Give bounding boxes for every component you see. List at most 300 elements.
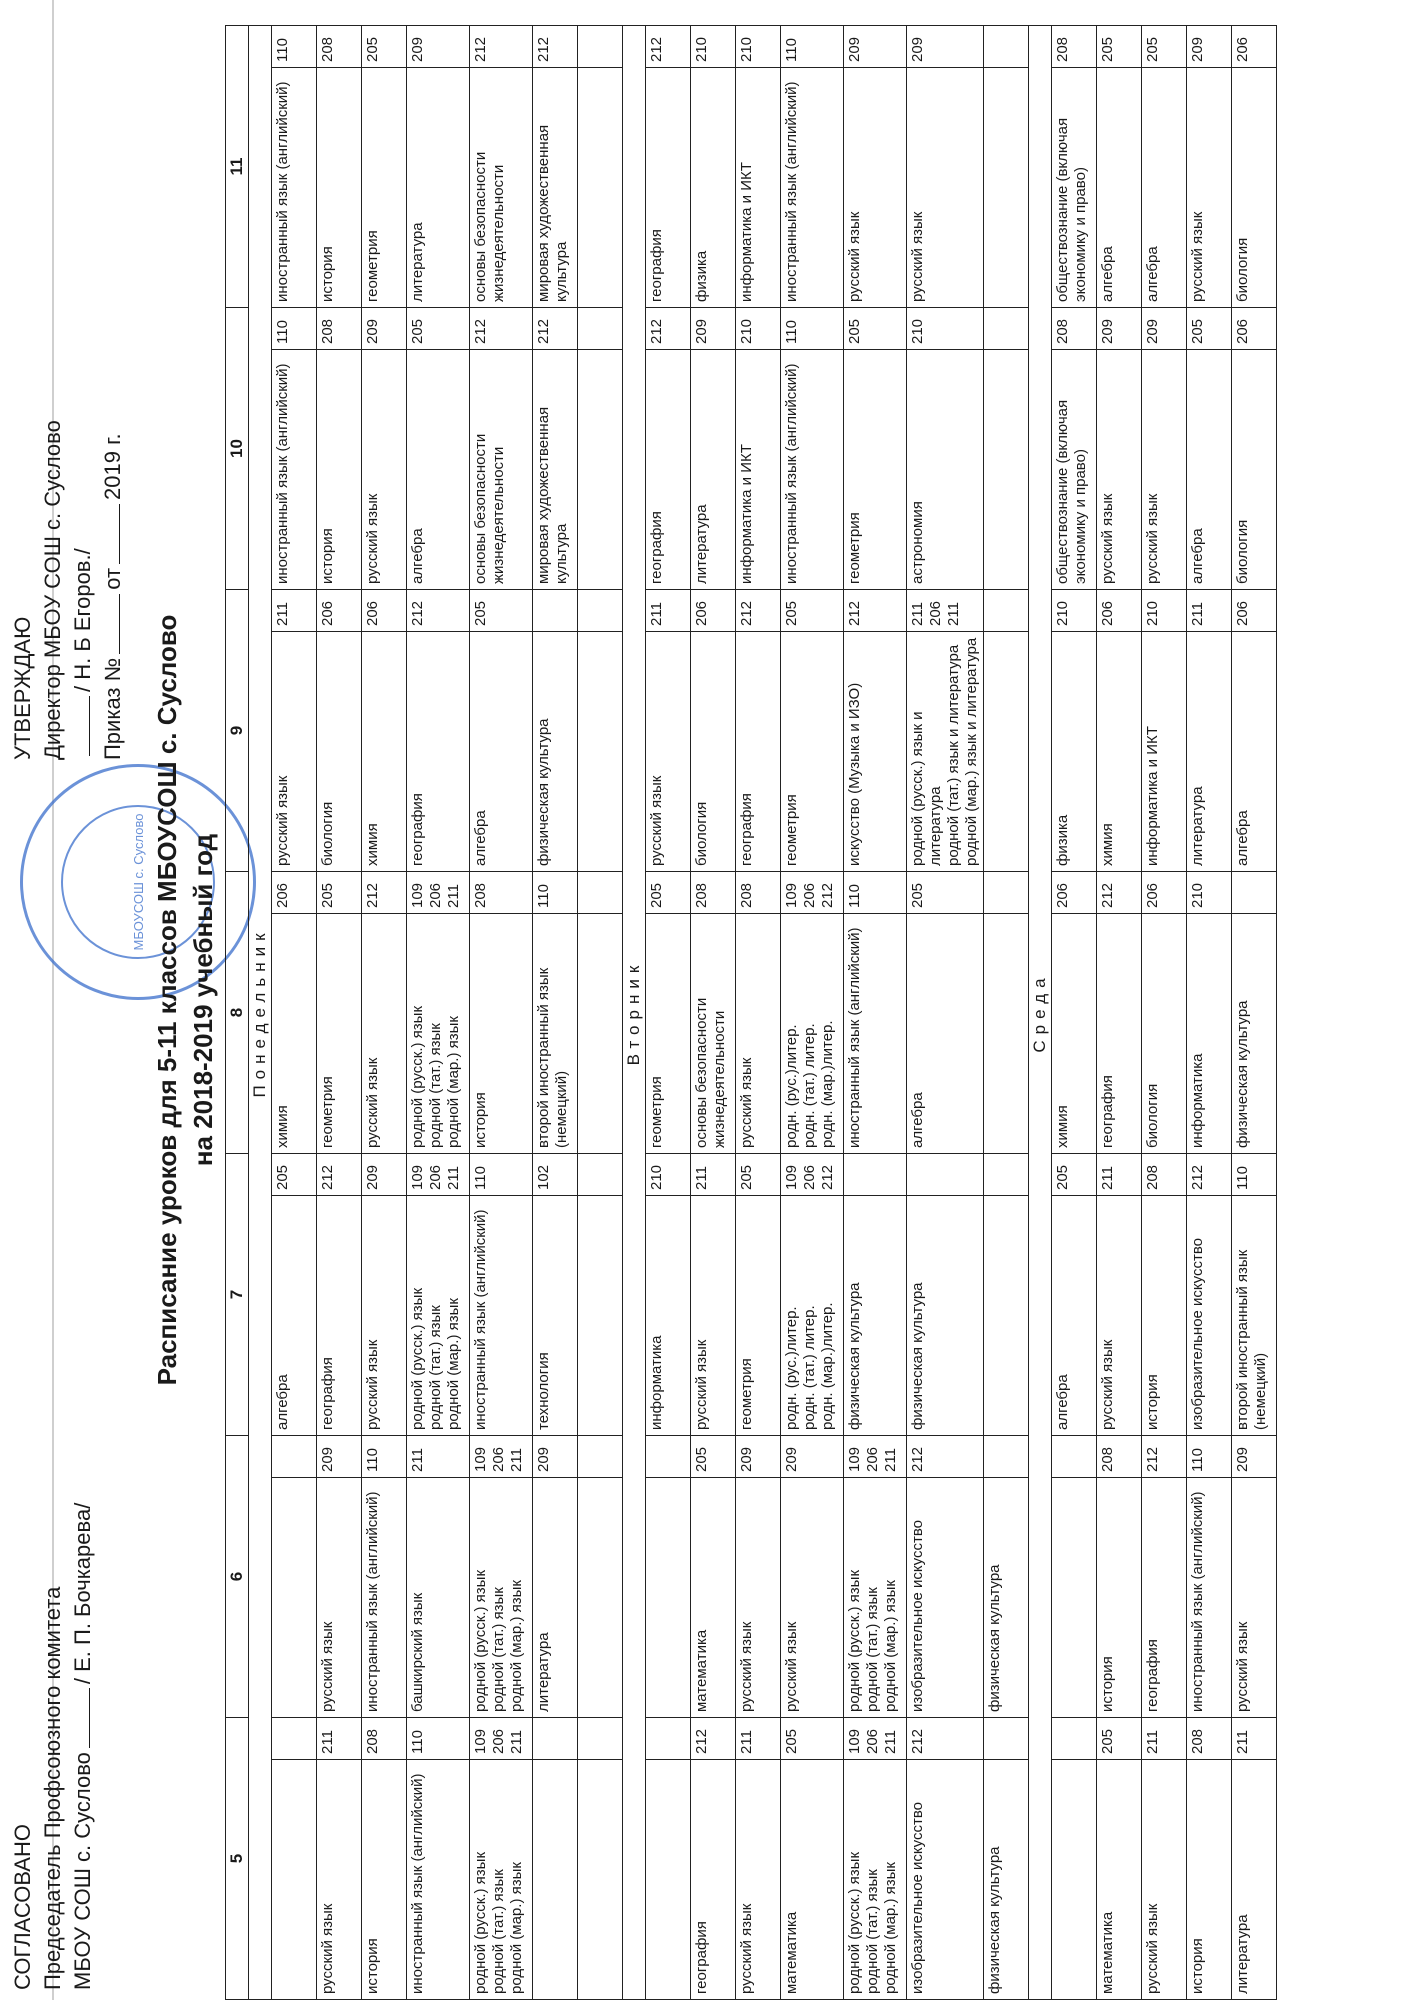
subject-cell xyxy=(578,1196,623,1436)
subject-cell: русский язык xyxy=(736,1760,781,2000)
room-cell: 209 xyxy=(362,1154,407,1196)
room-cell: 212 xyxy=(736,590,781,632)
subject-cell: родной (русск.) язык родной (тат.) язык родной (мар.) язык xyxy=(844,1478,907,1718)
room-cell: 210 xyxy=(1187,872,1232,914)
room-cell: 110 xyxy=(407,1718,470,1760)
director-signature-line: / Н. Б Егоров./ xyxy=(68,420,98,760)
room-cell: 212 xyxy=(691,1718,736,1760)
room-cell: 205 xyxy=(317,872,362,914)
room-cell: 212 xyxy=(362,872,407,914)
subject-cell xyxy=(578,350,623,590)
room-cell: 109 206 212 xyxy=(781,1154,844,1196)
room-cell: 212 xyxy=(646,26,691,68)
room-cell: 110 xyxy=(1232,1154,1277,1196)
class-header: 5 xyxy=(226,1718,249,2000)
subject-cell: литература xyxy=(407,68,470,308)
subject-cell: информатика и ИКТ xyxy=(1142,632,1187,872)
subject-cell: изобразительное искусство xyxy=(907,1760,984,2000)
room-cell: 211 xyxy=(1232,1718,1277,1760)
room-cell: 208 xyxy=(1187,1718,1232,1760)
room-cell xyxy=(1052,1718,1097,1760)
room-cell: 209 xyxy=(1142,308,1187,350)
subject-cell: физическая культура xyxy=(533,632,578,872)
room-cell: 210 xyxy=(1052,590,1097,632)
room-cell: 109 206 211 xyxy=(470,1436,533,1478)
subject-cell: иностранный язык (английский) xyxy=(407,1760,470,2000)
subject-cell: физика xyxy=(691,68,736,308)
lesson-row xyxy=(907,26,984,2000)
room-cell xyxy=(984,1154,1029,1196)
room-cell: 211 xyxy=(1097,1154,1142,1196)
subject-cell: геометрия xyxy=(781,632,844,872)
subject-cell: география xyxy=(1142,1478,1187,1718)
room-cell: 206 xyxy=(272,872,317,914)
room-cell xyxy=(984,1436,1029,1478)
room-cell: 211 xyxy=(1142,1718,1187,1760)
approval-block-left xyxy=(8,1503,98,1990)
subject-cell: основы безопасности жизнедеятельности xyxy=(691,914,736,1154)
lesson-row xyxy=(1052,26,1097,2000)
subject-cell: русский язык xyxy=(781,1478,844,1718)
approved-label: СОГЛАСОВАНО xyxy=(10,1824,35,1990)
subject-cell xyxy=(272,1760,317,2000)
subject-cell: родной (русск.) язык родной (тат.) язык родной (мар.) язык xyxy=(470,1760,533,2000)
room-cell: 212 xyxy=(533,26,578,68)
lesson-row xyxy=(470,26,533,2000)
subject-cell xyxy=(984,1196,1029,1436)
room-cell: 206 xyxy=(691,590,736,632)
room-cell: 209 xyxy=(1187,26,1232,68)
lesson-row xyxy=(578,26,623,2000)
room-cell xyxy=(533,590,578,632)
room-cell: 211 206 211 xyxy=(907,590,984,632)
subject-cell: русский язык xyxy=(272,632,317,872)
subject-cell: литература xyxy=(1232,1760,1277,2000)
subject-cell xyxy=(578,914,623,1154)
subject-cell: второй иностранный язык (немецкий) xyxy=(1232,1196,1277,1436)
room-cell: 209 xyxy=(781,1436,844,1478)
approver-signature-line: МБОУ СОШ с. Суслово/ Е. П. Бочкарева/ xyxy=(70,1502,95,1990)
room-cell xyxy=(984,1718,1029,1760)
room-cell: 208 xyxy=(470,872,533,914)
subject-cell: математика xyxy=(781,1760,844,2000)
subject-cell xyxy=(984,914,1029,1154)
room-cell xyxy=(578,1436,623,1478)
room-cell: 211 xyxy=(407,1436,470,1478)
subject-cell: русский язык xyxy=(844,68,907,308)
room-cell: 205 xyxy=(362,26,407,68)
subject-cell xyxy=(984,350,1029,590)
room-cell: 205 xyxy=(1142,26,1187,68)
lesson-row xyxy=(691,26,736,2000)
subject-cell: геометрия xyxy=(362,68,407,308)
subject-cell: математика xyxy=(1097,1760,1142,2000)
room-cell: 212 xyxy=(1097,872,1142,914)
room-cell: 205 xyxy=(844,308,907,350)
subject-cell: география xyxy=(317,1196,362,1436)
subject-cell: история xyxy=(470,914,533,1154)
room-cell: 208 xyxy=(736,872,781,914)
official-seal xyxy=(20,764,256,1000)
room-cell xyxy=(578,308,623,350)
subject-cell xyxy=(578,632,623,872)
lesson-row xyxy=(1097,26,1142,2000)
room-cell: 209 xyxy=(844,26,907,68)
subject-cell: родной (русск.) язык родной (тат.) язык родной (мар.) язык xyxy=(407,1196,470,1436)
room-cell: 212 xyxy=(907,1718,984,1760)
room-cell: 210 xyxy=(691,26,736,68)
room-cell: 110 xyxy=(272,26,317,68)
room-cell xyxy=(578,872,623,914)
subject-cell: геометрия xyxy=(646,914,691,1154)
subject-cell: физическая культура xyxy=(844,1196,907,1436)
room-cell: 110 xyxy=(781,308,844,350)
schedule-table xyxy=(225,25,1277,2000)
room-cell: 110 xyxy=(1187,1436,1232,1478)
subject-cell: биология xyxy=(317,632,362,872)
subject-cell: русский язык xyxy=(362,350,407,590)
room-cell: 110 xyxy=(533,872,578,914)
director-title: Директор МБОУ СОШ с. Суслово xyxy=(40,420,65,760)
room-cell: 109 206 212 xyxy=(781,872,844,914)
room-cell: 212 xyxy=(844,590,907,632)
day-name: Вторник xyxy=(623,26,646,2000)
lesson-row xyxy=(646,26,691,2000)
room-cell: 205 xyxy=(1097,26,1142,68)
room-cell: 209 xyxy=(317,1436,362,1478)
subject-cell: русский язык xyxy=(907,68,984,308)
room-cell: 110 xyxy=(470,1154,533,1196)
room-cell: 208 xyxy=(1097,1436,1142,1478)
subject-cell: иностранный язык (английский) xyxy=(362,1478,407,1718)
room-cell: 212 xyxy=(1142,1436,1187,1478)
room-cell xyxy=(646,1436,691,1478)
lesson-row xyxy=(1232,26,1277,2000)
room-cell: 209 xyxy=(691,308,736,350)
subject-cell: алгебра xyxy=(272,1196,317,1436)
subject-cell: родной (русск.) язык родной (тат.) язык родной (мар.) язык xyxy=(407,914,470,1154)
room-cell: 210 xyxy=(646,1154,691,1196)
subject-cell: алгебра xyxy=(1142,68,1187,308)
room-cell: 206 xyxy=(1097,590,1142,632)
room-cell: 208 xyxy=(691,872,736,914)
subject-cell: башкирский язык xyxy=(407,1478,470,1718)
room-cell: 208 xyxy=(1052,26,1097,68)
subject-cell: литература xyxy=(691,350,736,590)
room-cell: 109 206 211 xyxy=(470,1718,533,1760)
room-cell: 209 xyxy=(907,26,984,68)
room-cell: 208 xyxy=(1052,308,1097,350)
subject-cell: русский язык xyxy=(362,914,407,1154)
lesson-row xyxy=(362,26,407,2000)
subject-cell: физика xyxy=(1052,632,1097,872)
subject-cell: алгебра xyxy=(470,632,533,872)
subject-cell: родной (русск.) язык родной (тат.) язык родной (мар.) язык xyxy=(844,1760,907,2000)
day-header-row xyxy=(249,26,272,2000)
room-cell: 212 xyxy=(317,1154,362,1196)
subject-cell: физическая культура xyxy=(984,1478,1029,1718)
subject-cell: русский язык xyxy=(736,914,781,1154)
subject-cell: химия xyxy=(362,632,407,872)
room-cell: 110 xyxy=(362,1436,407,1478)
room-cell xyxy=(844,1154,907,1196)
subject-cell: информатика xyxy=(646,1196,691,1436)
room-cell: 212 xyxy=(470,308,533,350)
room-cell: 206 xyxy=(362,590,407,632)
subject-cell: алгебра xyxy=(907,914,984,1154)
room-cell xyxy=(984,590,1029,632)
subject-cell xyxy=(1052,1760,1097,2000)
room-cell xyxy=(646,1718,691,1760)
subject-cell xyxy=(533,1760,578,2000)
subject-cell: история xyxy=(317,68,362,308)
room-cell xyxy=(984,872,1029,914)
room-cell: 208 xyxy=(317,26,362,68)
subject-cell: русский язык xyxy=(691,1196,736,1436)
room-cell: 205 xyxy=(781,1718,844,1760)
subject-cell: иностранный язык (английский) xyxy=(781,68,844,308)
subject-cell: мировая художественная культура xyxy=(533,350,578,590)
lesson-row xyxy=(533,26,578,2000)
subject-cell: основы безопасности жизнедеятельности xyxy=(470,68,533,308)
subject-cell xyxy=(646,1760,691,2000)
subject-cell: информатика и ИКТ xyxy=(736,350,781,590)
subject-cell: астрономия xyxy=(907,350,984,590)
subject-cell: география xyxy=(736,632,781,872)
room-cell: 209 xyxy=(1232,1436,1277,1478)
room-cell: 208 xyxy=(317,308,362,350)
subject-cell: математика xyxy=(691,1478,736,1718)
subject-cell: физическая культура xyxy=(984,1760,1029,2000)
room-cell: 209 xyxy=(362,308,407,350)
subject-cell: биология xyxy=(1142,914,1187,1154)
room-cell: 205 xyxy=(470,590,533,632)
class-header: 7 xyxy=(226,1154,249,1436)
room-cell xyxy=(907,1154,984,1196)
subject-cell: физическая культура xyxy=(907,1196,984,1436)
subject-cell: иностранный язык (английский) xyxy=(781,350,844,590)
subject-cell: родн. (рус.)литер. родн. (тат.) литер. родн. (мар.)литер. xyxy=(781,1196,844,1436)
subject-cell: химия xyxy=(272,914,317,1154)
lesson-row xyxy=(844,26,907,2000)
subject-cell xyxy=(578,1478,623,1718)
room-cell: 206 xyxy=(1052,872,1097,914)
subject-cell: русский язык xyxy=(1142,1760,1187,2000)
subject-cell: история xyxy=(1187,1760,1232,2000)
day-name: Понедельник xyxy=(249,26,272,2000)
day-name: Среда xyxy=(1029,26,1052,2000)
subject-cell: основы безопасности жизнедеятельности xyxy=(470,350,533,590)
room-cell: 210 xyxy=(736,26,781,68)
subject-cell: обществознание (включая экономику и право) xyxy=(1052,350,1097,590)
signature xyxy=(88,1688,90,1748)
subject-cell: литература xyxy=(1187,632,1232,872)
room-cell xyxy=(578,1154,623,1196)
subject-cell: геометрия xyxy=(317,914,362,1154)
room-cell: 205 xyxy=(646,872,691,914)
room-cell: 205 xyxy=(691,1436,736,1478)
room-cell: 209 xyxy=(533,1436,578,1478)
room-cell: 205 xyxy=(1097,1718,1142,1760)
day-header-row xyxy=(623,26,646,2000)
room-cell: 205 xyxy=(736,1154,781,1196)
subject-cell: химия xyxy=(1097,632,1142,872)
room-cell: 210 xyxy=(736,308,781,350)
room-cell: 211 xyxy=(646,590,691,632)
subject-cell: русский язык xyxy=(362,1196,407,1436)
lesson-row xyxy=(781,26,844,2000)
room-cell: 211 xyxy=(691,1154,736,1196)
room-cell xyxy=(1232,872,1277,914)
room-cell: 205 xyxy=(1052,1154,1097,1196)
room-cell: 109 206 211 xyxy=(407,872,470,914)
day-header-row xyxy=(1029,26,1052,2000)
room-cell: 205 xyxy=(907,872,984,914)
room-cell: 212 xyxy=(646,308,691,350)
subject-cell: второй иностранный язык (немецкий) xyxy=(533,914,578,1154)
approve-label: УТВЕРЖДАЮ xyxy=(10,616,35,760)
subject-cell: биология xyxy=(1232,350,1277,590)
subject-cell: биология xyxy=(691,632,736,872)
class-header: 10 xyxy=(226,308,249,590)
subject-cell: география xyxy=(646,68,691,308)
subject-cell: обществознание (включая экономику и право) xyxy=(1052,68,1097,308)
subject-cell: геометрия xyxy=(736,1196,781,1436)
room-cell: 102 xyxy=(533,1154,578,1196)
room-cell: 212 xyxy=(470,26,533,68)
subject-cell: иностранный язык (английский) xyxy=(470,1196,533,1436)
class-header-row xyxy=(226,26,249,2000)
seal-center: МБОУСОШ с. Суслово xyxy=(61,805,215,959)
subject-cell: география xyxy=(407,632,470,872)
schedule-title: Расписание уроков для 5-11 классов МБОУСОШ с. Суслово xyxy=(152,614,182,1386)
room-cell xyxy=(984,308,1029,350)
subject-cell: алгебра xyxy=(1097,68,1142,308)
lesson-row xyxy=(272,26,317,2000)
room-cell: 209 xyxy=(407,26,470,68)
subject-cell: мировая художественная культура xyxy=(533,68,578,308)
lesson-row xyxy=(1142,26,1187,2000)
room-cell: 206 xyxy=(1232,590,1277,632)
subject-cell xyxy=(646,1478,691,1718)
subject-cell: алгебра xyxy=(1232,632,1277,872)
subject-cell: русский язык xyxy=(317,1478,362,1718)
lesson-row xyxy=(984,26,1029,2000)
room-cell xyxy=(578,590,623,632)
room-cell: 205 xyxy=(781,590,844,632)
subject-cell: родной (русск.) язык родной (тат.) язык родной (мар.) язык xyxy=(470,1478,533,1718)
subject-cell: родной (русск.) язык и литература родной (тат.) язык и литература родной (мар.) язык и литература xyxy=(907,632,984,872)
room-cell xyxy=(272,1436,317,1478)
subject-cell: алгебра xyxy=(1187,350,1232,590)
subject-cell: география xyxy=(646,350,691,590)
subject-cell: география xyxy=(1097,914,1142,1154)
subject-cell: русский язык xyxy=(317,1760,362,2000)
room-cell: 211 xyxy=(736,1718,781,1760)
schedule-year: на 2018-2019 учебный год xyxy=(188,833,218,1167)
subject-cell: изобразительное искусство xyxy=(1187,1196,1232,1436)
subject-cell xyxy=(578,1760,623,2000)
subject-cell: биология xyxy=(1232,68,1277,308)
subject-cell xyxy=(578,68,623,308)
room-cell: 209 xyxy=(736,1436,781,1478)
subject-cell: алгебра xyxy=(407,350,470,590)
subject-cell xyxy=(984,68,1029,308)
room-cell xyxy=(1052,1436,1097,1478)
room-cell: 206 xyxy=(1232,26,1277,68)
room-cell: 210 xyxy=(907,308,984,350)
subject-cell: иностранный язык (английский) xyxy=(272,350,317,590)
lesson-row xyxy=(1187,26,1232,2000)
room-cell xyxy=(578,1718,623,1760)
subject-cell: история xyxy=(317,350,362,590)
approval-block-right xyxy=(8,420,128,760)
class-header: 9 xyxy=(226,590,249,872)
subject-cell: физическая культура xyxy=(1232,914,1277,1154)
subject-cell xyxy=(272,1478,317,1718)
room-cell: 206 xyxy=(1142,872,1187,914)
room-cell: 205 xyxy=(1187,308,1232,350)
room-cell: 212 xyxy=(907,1436,984,1478)
room-cell: 210 xyxy=(1142,590,1187,632)
class-header: 11 xyxy=(226,26,249,308)
room-cell: 205 xyxy=(407,308,470,350)
room-cell: 109 206 211 xyxy=(844,1436,907,1478)
subject-cell: геометрия xyxy=(844,350,907,590)
room-cell: 109 206 211 xyxy=(844,1718,907,1760)
subject-cell: информатика и ИКТ xyxy=(736,68,781,308)
subject-cell: география xyxy=(691,1760,736,2000)
subject-cell: искусство (Музыка и ИЗО) xyxy=(844,632,907,872)
room-cell: 208 xyxy=(1142,1154,1187,1196)
subject-cell: история xyxy=(362,1760,407,2000)
subject-cell: иностранный язык (английский) xyxy=(1187,1478,1232,1718)
room-cell: 212 xyxy=(533,308,578,350)
room-cell: 211 xyxy=(272,590,317,632)
lesson-row xyxy=(736,26,781,2000)
room-cell: 110 xyxy=(781,26,844,68)
room-cell: 209 xyxy=(1097,308,1142,350)
director-signature xyxy=(88,696,90,756)
subject-cell xyxy=(1052,1478,1097,1718)
room-cell: 110 xyxy=(844,872,907,914)
subject-cell: химия xyxy=(1052,914,1097,1154)
room-cell: 109 206 211 xyxy=(407,1154,470,1196)
subject-cell: иностранный язык (английский) xyxy=(272,68,317,308)
subject-cell: алгебра xyxy=(1052,1196,1097,1436)
subject-cell: история xyxy=(1097,1478,1142,1718)
subject-cell: русский язык xyxy=(1097,350,1142,590)
subject-cell: русский язык xyxy=(646,632,691,872)
subject-cell: русский язык xyxy=(1187,68,1232,308)
room-cell xyxy=(578,26,623,68)
subject-cell: русский язык xyxy=(1232,1478,1277,1718)
subject-cell: технология xyxy=(533,1196,578,1436)
room-cell: 212 xyxy=(407,590,470,632)
room-cell: 211 xyxy=(317,1718,362,1760)
room-cell: 205 xyxy=(272,1154,317,1196)
room-cell: 206 xyxy=(317,590,362,632)
approver-title: Председатель Профсоюзного комитета xyxy=(40,1586,65,1990)
room-cell xyxy=(984,26,1029,68)
subject-cell: русский язык xyxy=(1097,1196,1142,1436)
subject-cell: изобразительное искусство xyxy=(907,1478,984,1718)
subject-cell: русский язык xyxy=(736,1478,781,1718)
room-cell: 208 xyxy=(362,1718,407,1760)
room-cell: 212 xyxy=(1187,1154,1232,1196)
order-line: Приказ №от2019 г. xyxy=(100,433,125,760)
subject-cell xyxy=(984,632,1029,872)
